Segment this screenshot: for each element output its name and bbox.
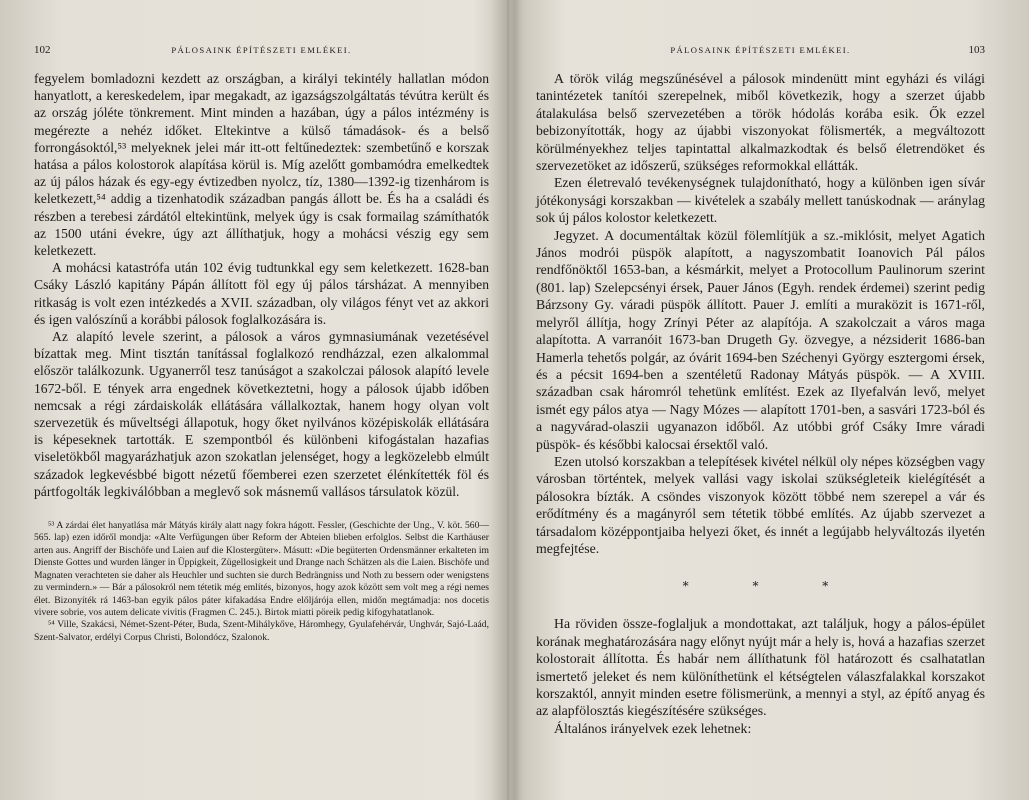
left-page-number: 102 <box>34 44 51 56</box>
section-break-ornament: * * * <box>682 579 859 594</box>
left-paragraph-1: fegyelem bomladozni kezdett az országban, a királyi tekintély hallatlan módon hanyatlott, a kereskedelem, ipar megakadt, az igazságszolgáltatás tévútra került és az ország jóléte tönkrement. Mint minden a hazában, úgy a pálos intézmény is megérezte a nehéz időket. Eltekintve a külső támadások- és a belső forrongásoktól,⁵³ melyeknek jelei már itt-ott feltűnedeztek: szembetűnő e korszak hatása a pálos kolostorok alapítása körül is. Míg azelőtt gombamódra emelkedtek az új pálos házak és egy-egy évtizedben nyolcz, tíz, 1380—1392-ig tizenhárom is keletkezett,⁵⁴ addig a tizenhatodik században pangás állott be. És ha a családi és részben a terebesi zárdától eltekintünk, melyek úgy is csak formailag számíthatók az 1500 utáni évekre, úgy azt állíthatjuk, hogy a mohácsi vészig egy sem keletkezett. <box>34 71 489 259</box>
right-page-number: 103 <box>968 44 985 56</box>
right-paragraph-note: Jegyzet. A documentáltak közül fölemlítjük a sz.-miklósit, melyet Agatich János modrói püspök alapított, a nagyszombatit Ioanovich Pál pálos rendfőnöktől 1653-ban, a késmárkit, melyet a Protocollum Paulinorum szerint (801. lap) Szelepcsényi érsek, Pauer János (Egyh. rendek érdemei) szerint pedig Bárzsony Gy. váradi püspök állított. Pauer J. említi a muraközit is 1671-ről, melyről állítja, hogy Zrínyi Péter az alapítója. A szakolczait a város maga alapította. A varranóit 1673-ban Drugeth Gy. özvegye, a nézsiderit 1686-ban Hamerla tehetős polgár, az óvárit 1694-ben Széchenyi György esztergomi érsek, és a pécsit 1694-ben a szentéletű Radonay Mátyás püspök. — A XVIII. században csak háromról tehetünk említést. Ezek az Ilyefalván levő, melyet ismét egy pálos atya — Nagy Mózes — alapított 1701-ben, a sasvári 1723-ból és a nagyvárad-olaszii ugyanazon időből. Az utóbbi gróf Csáky Imre váradi püspök- és későbbi kalocsai érsektől való. <box>536 227 985 452</box>
footnote-53: ⁵³ A zárdai élet hanyatlása már Mátyás király alatt nagy fokra hágott. Fessler, (Geschichte der Ung., V. köt. 560—565. lap) ezen időről mondja: «Alte Verfügungen über Reform der Abteien blieben erfolglos. Selbst die Karthäuser arten aus. Angriff der Bischöfe und Laien auf die Klostergüter». Másutt: «Die begüterten Ordensmänner erkalteten im Dienste Gottes und wurden länger in Üppigkeit, Zügellosigkeit und Drange nach Schätzen als die Laien. Bischöfe und Magnaten verachteten sie daher als Heuchler und suchten sie durch Bedrängniss und Noth zu bessern oder wenigstens zu vermindern.» — Bár a pálosokról nem tétetik még említés, bizonyos, hogy azok között sem volt meg a régi nemes élet. Bizonyíték rá 1463-ban egyik pálos páter kifakadása Endre előljárója ellen, midőn megtámadja: nos docetis vivere sobrie, vos autem delicate vivitis (Fragmen C. 245.). Birtok miatti pöreik pedig kifogyhatatlanok. <box>34 520 489 618</box>
right-paragraph-1: A török világ megszűnésével a pálosok mindenütt mint egyházi és világi tanintézetek tanítói szerepelnek, miből következik, hogy a szerzet újabb átalakulása belső szervezetében a török hódolás korába esik. Ők ezzel bebizonyították, hogy az újabbi viszonyokat fölismerték, a megváltozott körülményekhez teljes tapintattal alkalmazkodtak és belső életrendöket és szervezetöket az időszerű, szükséges reformokkal ellátták. <box>536 71 985 174</box>
left-footnotes <box>34 520 489 644</box>
right-body-text <box>536 70 985 557</box>
right-running-title: PÁLOSAINK ÉPÍTÉSZETI EMLÉKEI. <box>670 45 851 55</box>
right-paragraph-4: Ezen utolsó korszakban a telepítések kivétel nélkül oly népes községben vagy városban történtek, melyek vallási vagy iskolai szükségleteik kielégítését a pálosokra bízták. A csöndes viszonyok között többé nem szerepel a vár és erődítmény és a magányról sem tétetik többé említés. Az újabb szervezet a társadalom középpontjaiba helyezi őket, és innét a legújabb helyváltozás ilyetén megfejtése. <box>536 453 985 556</box>
left-page <box>0 0 505 800</box>
left-paragraph-3: Az alapító levele szerint, a pálosok a város gymnasiumának vezetésével bízattak meg. Mint tisztán tanítással foglalkozó rendházzal, ezen alkalommal először találkozunk. Ugyanerről tesz tanúságot a szakolczai pálosok alapító levele 1672-ből. E tények arra engednek következtetni, hogy a pálosok újabb időben nemcsak a régi zárdaiskolák ellátására vállalkoztak, hanem hogy olyan volt szervezetük és műveltségi állapotuk, hogy őket nyilvános középiskolák ellátására is képeseknek tartották. E szempontból és különbeni kifogástalan hazafias viseletökből magyarázhatjuk azon szokatlan jelenséget, hogy a legközelebb elmúlt századok legkevésbbé bigott nézetű főemberei ezen szerzetet élénkítették föl és pártfogolták legkiválóbban a meglevő sok másnemű vallásos társulatok közül. <box>34 329 489 499</box>
right-closing-text <box>536 615 985 737</box>
right-page <box>510 0 1029 800</box>
right-paragraph-2: Ezen életrevaló tevékenységnek tulajdonítható, hogy a különben igen sívár jótékonysági korszakban — kivételek a szabály mellett tanúskodnak — aránylag sok új pálos kolostor keletkezett. <box>536 175 985 226</box>
footnote-54: ⁵⁴ Ville, Szakácsi, Német-Szent-Péter, Buda, Szent-Mihálykőve, Háromhegy, Gyulafehérvár, Unghvár, Sajó-Laád, Szent-Salvator, erdélyi Corpus Christi, Bolondócz, Szalonok. <box>34 619 489 643</box>
right-running-head <box>536 44 985 56</box>
left-running-title: PÁLOSAINK ÉPÍTÉSZETI EMLÉKEI. <box>171 45 352 55</box>
left-body-text <box>34 70 489 500</box>
left-running-head <box>34 44 489 56</box>
right-closing-paragraph: Ha röviden össze-foglaljuk a mondottakat, azt találjuk, hogy a pálos-épület korának meghatározására nagy előnyt nyújt már a hely is, hová a hazafias szerzet kolostorait állította. És habár nem állíthatunk föl határozott és csalhatatlan ismertető jeleket és nem különíthetünk el kétségtelen válaszfalakkal korszakot korszaktól, annyit minden esetre fölismerünk, a mennyi a styl, az építő anyag és az alapfölosztás kiegészítésére szükséges. <box>536 616 985 719</box>
left-paragraph-2: A mohácsi katastrófa után 102 évig tudtunkkal egy sem keletkezett. 1628-ban Csáky László kapitány Pápán állított föl egy új pálos társházat. A mennyiben ritkaság is volt ezen intézkedés a XVII. században, oly világos fényt vet az akkori és igen valószínű a korábbi pálosok foglalkozására is. <box>34 260 489 327</box>
right-closing-line: Általános irányelvek ezek lehetnek: <box>554 720 752 736</box>
